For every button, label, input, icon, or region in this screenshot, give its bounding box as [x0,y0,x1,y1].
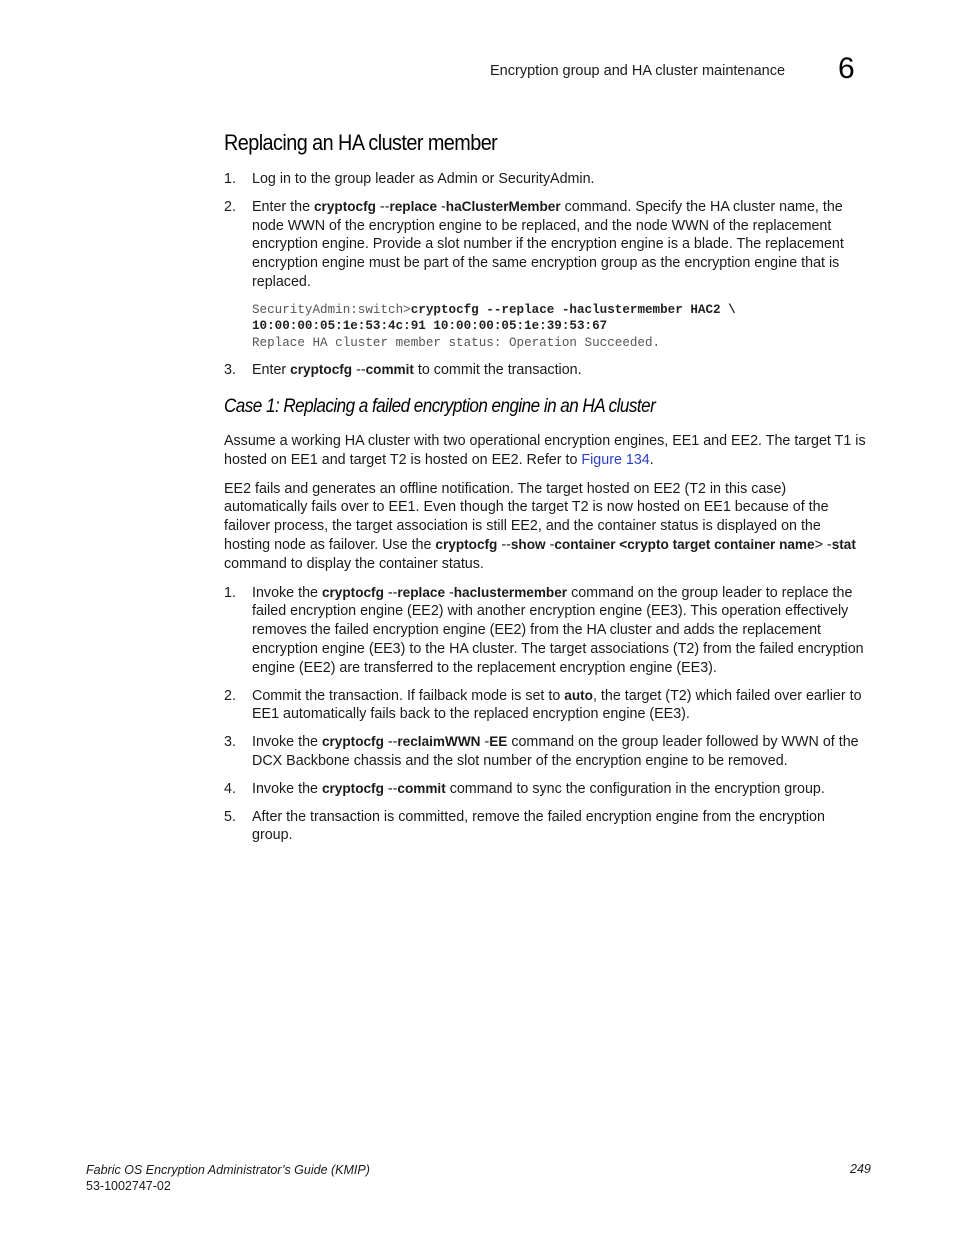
step-number: 1. [224,171,236,187]
paragraph [224,432,869,470]
code-example [224,302,869,352]
code-command: cryptocfg --replace -haclustermember HAC2 \ [410,302,736,317]
step-text: command on the group leader followed by WWN of the DCX Backbone chassis and the slot number of the encryption engine to be removed. [252,734,859,770]
step-text: , the target (T2) which failed over earlier to EE1 automatically fails back to the replaced encryption engine (EE3). [252,687,862,723]
paragraph-text: Assume a working HA cluster with two operational encryption engines, EE1 and EE2. The target T1 is hosted on EE1 and target T2 is hosted on EE2. Refer to [224,433,866,468]
step-text: Invoke the [252,734,322,751]
step-text: Enter the [252,198,314,215]
section-heading: Replacing an HA cluster member [224,130,498,155]
command-option: haClusterMember [445,198,561,214]
code-prompt: SecurityAdmin:switch> [252,302,411,317]
option-dash: - [445,584,454,601]
command-option: replace [397,584,446,600]
option-dash: - [545,537,555,554]
step-number: 1. [224,584,236,601]
mode-value: auto [564,687,593,703]
step-text: command. Specify the HA cluster name, the node WWN of the encryption engine to be replaced, and the node WWN of the replacement encryption engine. Provide a slot number if the encryption engine is a blade. The replacement encryption engine must be part of the same encryption group as the encryption engine that is replaced. [252,198,844,290]
command-option: commit [397,780,446,796]
step-number: 2. [224,687,236,704]
chapter-number: 6 [838,52,855,85]
page-content [224,130,869,854]
option-dash: -- [497,537,511,554]
list-item [224,361,869,380]
figure-link[interactable]: Figure 134 [581,451,650,468]
step-number: 5. [224,808,236,825]
command-option: commit [365,362,414,378]
code-output: Replace HA cluster member status: Operation Succeeded. [252,335,661,350]
running-header: Encryption group and HA cluster maintenance [490,63,786,79]
option-dash: -- [383,584,398,601]
code-command: 10:00:00:05:1e:53:4c:91 10:00:00:05:1e:39:53:67 [252,319,608,334]
step-text: to commit the transaction. [413,362,582,379]
command-name: cryptocfg [435,537,498,553]
step-text: command on the group leader to replace the failed encryption engine (EE2) with another encryption engine (EE3). This operation effectively removes the failed encryption engine (EE2) from the HA cluster and adds the replacement encryption engine (EE3) to the HA cluster. The target associations (T2) from the failed encryption engine (EE2) are transferred to the replacement encryption engine (EE3). [252,584,864,676]
list-item [224,733,869,771]
step-number: 3. [224,362,236,379]
procedure-list [224,361,869,380]
paragraph-text: . [649,451,654,468]
command-name: cryptocfg [314,198,376,214]
option-dash: - [822,537,832,554]
command-option: haclustermember [453,584,568,600]
step-text: Commit the transaction. If failback mode is set to [252,687,565,704]
command-option: show [510,537,546,553]
list-item [224,687,869,725]
option-dash: - [437,198,446,215]
step-text: Invoke the [252,584,322,601]
paragraph-text: EE2 fails and generates an offline notification. The target hosted on EE2 (T2 in this case) automatically fails over to EE1. Even though the target T2 is now hosted on EE1 because of the failover process, the target association is still EE2, and the container status is displayed on the hosting node as failover. Use the [224,480,829,554]
command-option: EE [489,734,508,750]
option-dash: -- [352,362,366,379]
page-number: 249 [850,1162,871,1176]
step-text: Invoke the [252,780,322,797]
step-text: Log in to the group leader as Admin or SecurityAdmin. [252,171,595,187]
list-item [224,584,869,678]
angle-bracket: > [814,537,823,554]
command-option: container <crypto target container name [554,537,815,553]
option-dash: -- [383,780,398,797]
subsection-heading: Case 1: Replacing a failed encryption engine in an HA cluster [224,396,656,418]
document-title: Fabric OS Encryption Administrator’s Guide (KMIP) [86,1163,370,1177]
step-text: Enter [252,362,291,379]
step-number: 3. [224,734,236,751]
procedure-list [224,170,869,292]
list-item [224,198,869,292]
step-number: 4. [224,780,236,797]
step-text: After the transaction is committed, remove the failed encryption engine from the encryption group. [252,808,825,844]
command-name: cryptocfg [321,734,384,750]
command-name: cryptocfg [321,780,384,796]
command-option: replace [389,198,438,214]
command-option: stat [831,537,856,553]
list-item [224,808,869,846]
command-name: cryptocfg [290,362,353,378]
option-dash: - [480,734,490,751]
list-item [224,170,869,189]
footer [86,1162,370,1194]
option-dash: -- [375,198,390,215]
paragraph-text: command to display the container status. [224,555,484,572]
procedure-list [224,584,869,846]
option-dash: -- [383,734,398,751]
command-name: cryptocfg [321,584,384,600]
paragraph [224,480,869,574]
command-option: reclaimWWN [397,734,481,750]
step-number: 2. [224,198,236,215]
document-number: 53-1002747-02 [86,1179,171,1193]
list-item [224,780,869,799]
step-text: command to sync the configuration in the encryption group. [445,780,825,797]
